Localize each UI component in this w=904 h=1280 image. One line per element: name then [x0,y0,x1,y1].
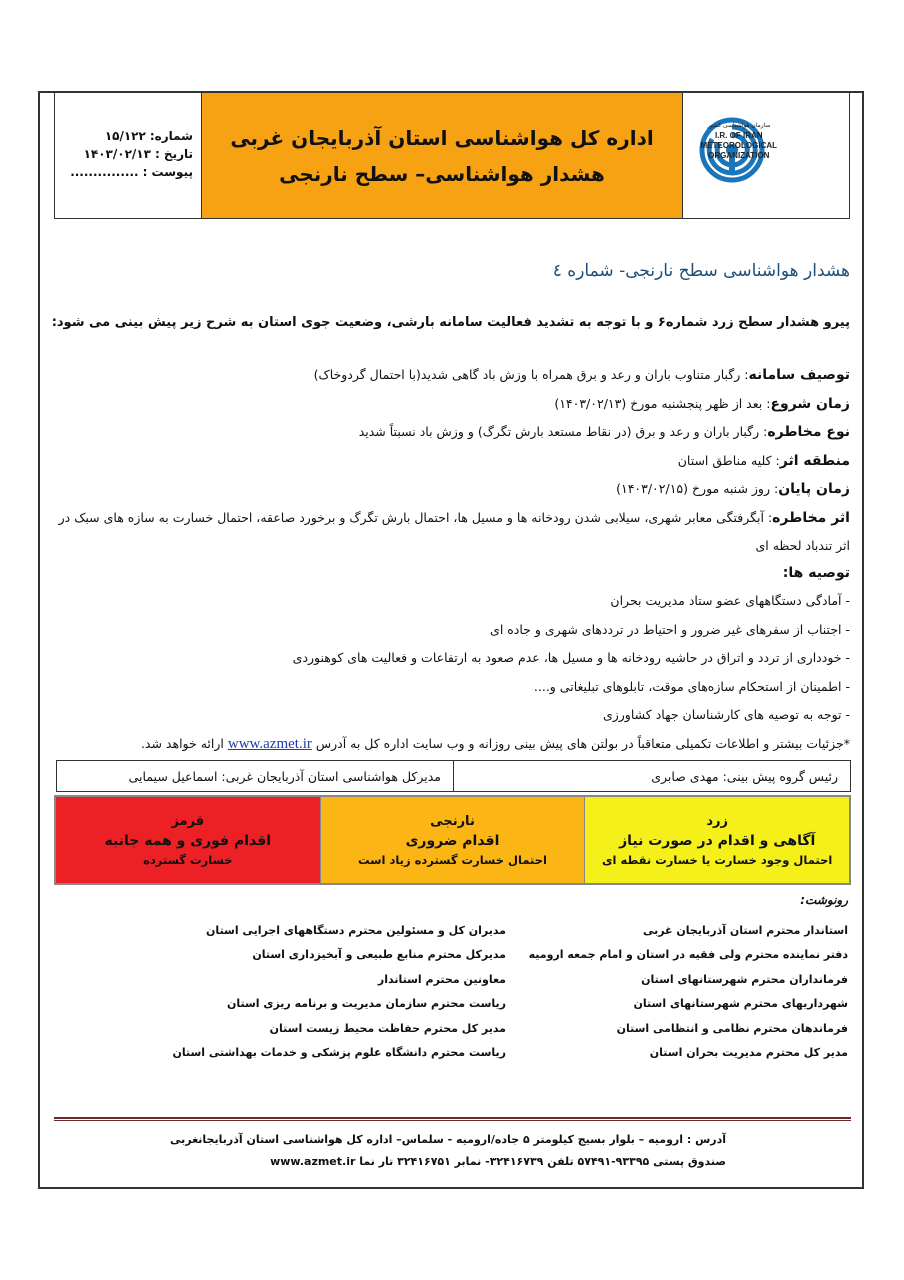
system-row: توصیف سامانه: رگبار متناوب باران و رعد و برق همراه با وزش باد گاهی شدید(با احتمال گردوخاک) [313,367,850,383]
director-signature: مدیرکل هواشناسی استان آذربایجان غربی: اسماعیل سیمایی [57,761,454,791]
cc-item: مدیران کل و مسئولین محترم دستگاههای اجرایی استان [206,924,506,937]
rec-item: - توجه به توصیه های کارشناسان جهاد کشاورزی [602,707,850,722]
cc-item: ریاست محترم سازمان مدیریت و برنامه ریزی استان [226,997,506,1011]
end-row: زمان پایان: روز شنبه مورخ (۱۴۰۳/۰۲/۱۵) [616,481,850,497]
warning-details [46,361,850,758]
level-red: قرمز اقدام فوری و همه جانبه خسارت گسترده [56,797,320,883]
cc-item: مدیر کل محترم مدیریت بحران استان [649,1046,848,1060]
level-orange: نارنجی اقدام ضروری احتمال خسارت گسترده زیاد است [320,797,586,883]
date-value: ۱۴۰۳/۰۲/۱۳ [83,147,151,161]
cc-item: ریاست محترم دانشگاه علوم پزشکی و خدمات بهداشتی استان [172,1046,506,1060]
footer-contact: صندوق پستی ۹۳۳۹۵-۵۷۴۹۱ تلفن ۳۲۴۱۶۷۳۹- نمابر ۳۲۴۱۶۷۵۱ تار نما www.azmet.ir [270,1155,726,1168]
forecast-head-signature: رئیس گروه پیش بینی: مهدی صابری [651,768,838,784]
recs-label: توصیه ها: [782,564,850,581]
footer-divider [54,1117,851,1121]
date-label: تاریخ : [154,147,193,161]
cc-list-left [172,919,506,1065]
cc-item: معاونین محترم استاندار [377,972,506,986]
cc-item: فرماندهان محترم نظامی و انتظامی استان [616,1021,848,1035]
cc-item: شهرداریهای محترم شهرستانهای استان [633,997,848,1011]
signature-row [56,760,851,792]
attach-label: پیوست : [142,165,193,179]
rec-item: - خودداری از تردد و اتراق در حاشیه رودخانه ها و مسیل ها، عدم صعود به ارتفاعات و فعالیت های کوهنوردی [292,650,850,665]
letterhead [54,93,850,219]
attach-value: ............... [70,165,139,179]
header-title-line1: اداره کل هواشناسی استان آذربایجان غربی [230,125,654,150]
cc-list-right [529,919,848,1065]
warning-title: هشدار هواشناسی سطح نارنجی- شماره ٤ [552,261,850,281]
cc-item: دفتر نماینده محترم ولی فقیه در استان و امام جمعه ارومیه [528,948,848,962]
intro-text: پیرو هشدار سطح زرد شماره۶ و با توجه به تشدید فعالیت سامانه بارشی، وضعیت جوی استان به شرح زیر پیش بینی می شود: [51,315,850,330]
cc-item: استاندار محترم استان آذربایجان غربی [642,924,848,937]
document-frame [38,91,864,1189]
number-value: ۱۵/۱۲۲ [104,129,146,143]
logo-cell [682,93,849,218]
cc-title: رونوشت: [800,893,848,907]
header-title-block [201,93,682,218]
letter-meta [55,93,201,218]
logo-text: سازمان هواشناسی کشور I.R. OF IRAN METEOROLOGICAL ORGANIZATION [700,123,777,160]
cc-item: مدیر کل محترم حفاظت محیط زیست استان [269,1021,506,1035]
note-row: *جزئیات بیشتر و اطلاعات تکمیلی متعاقباً در بولتن های پیش بینی روزانه و وب سایت اداره کل به آدرس www.azmet.ir ارائه خواهد شد. [140,735,850,752]
cc-item: فرمانداران محترم شهرستانهای استان [641,972,848,986]
level-yellow: زرد آگاهی و اقدام در صورت نیاز احتمال وجود خسارت یا خسارت نقطه ای [585,797,849,883]
area-row: منطقه اثر: کلیه مناطق استان [677,452,850,469]
cc-item: مدیرکل محترم منابع طبیعی و آبخیزداری استان [252,948,506,962]
website-link[interactable]: www.azmet.ir [227,735,312,752]
footer [170,1129,726,1173]
number-label: شماره: [149,129,193,143]
start-row: زمان شروع: بعد از ظهر پنجشنبه مورخ (۱۴۰۳/۰۲/۱۳) [554,395,850,412]
footer-address: آدرس : ارومیه – بلوار بسیج کیلومتر ۵ جاده/ارومیه - سلماس– اداره کل هواشناسی استان آذربایجانغربی [169,1133,726,1146]
header-title-line2: هشدار هواشناسی– سطح نارنجی [279,161,605,186]
hazard-row: نوع مخاطره: رگبار باران و رعد و برق (در نقاط مستعد بارش تگرگ) و وزش باد نسبتاً شدید [358,424,850,440]
rec-item: - اجتناب از سفرهای غیر ضرور و احتیاط در ترددهای شهری و جاده ای [490,621,850,637]
rec-item: - آمادگی دستگاههای عضو ستاد مدیریت بحران [610,593,850,608]
warning-level-legend [54,795,851,885]
rec-item: - اطمینان از استحکام سازه‌های موقت، تابلوهای تبلیغاتی و.... [533,678,850,694]
impact-row: اثر مخاطره: آبگرفتگی معابر شهری، سیلابی شدن رودخانه ها و مسیل ها، احتمال بارش تگرگ و برخورد صاعقه، احتمال خسارت به سازه های سبک در اثر تندباد لحظه ای [58,509,850,553]
